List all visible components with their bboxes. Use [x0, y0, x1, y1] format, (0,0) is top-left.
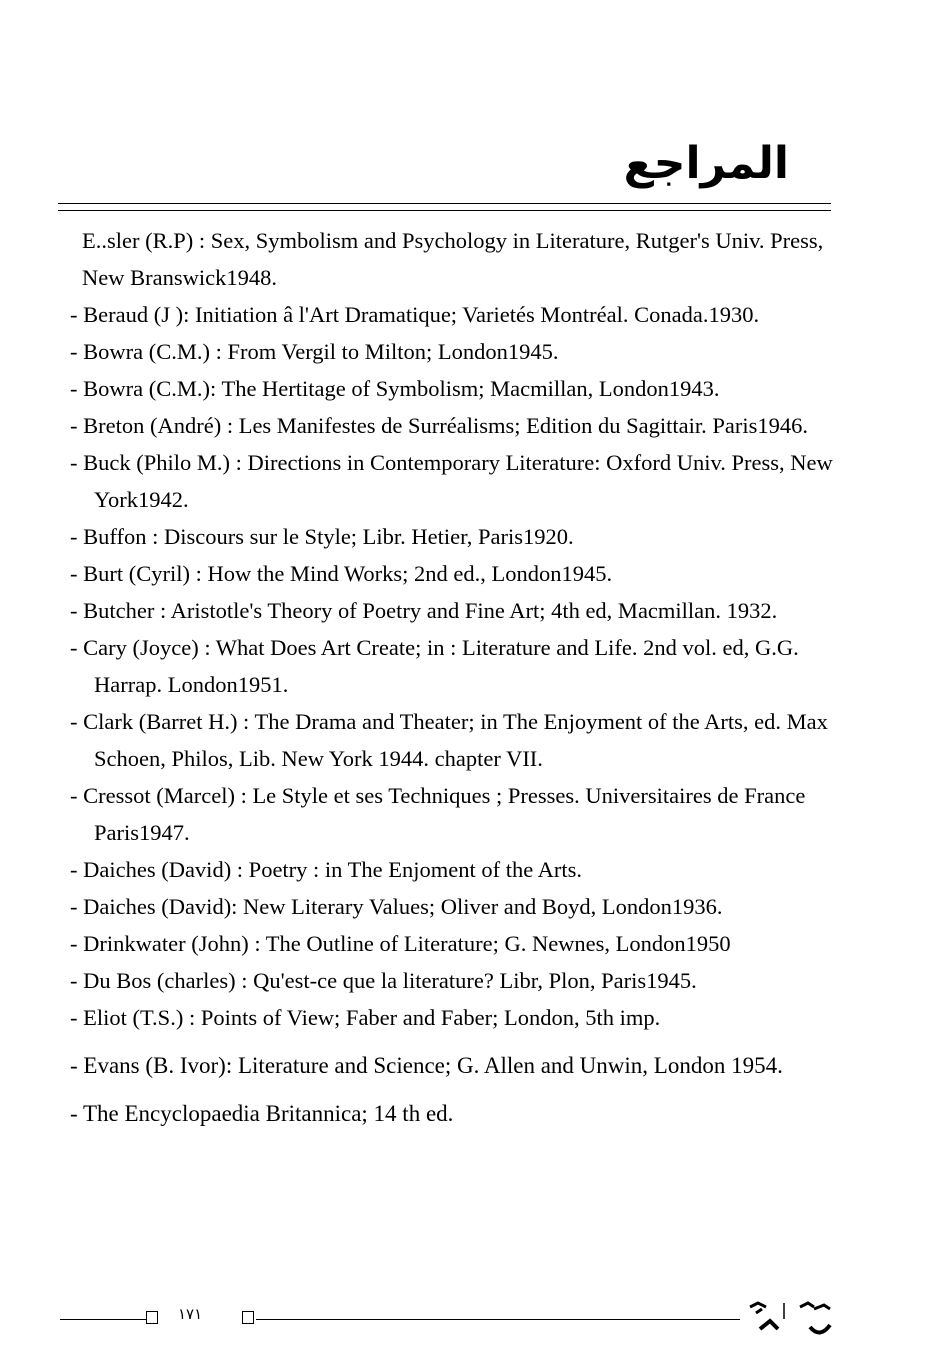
reference-item: E..sler (R.P) : Sex, Symbolism and Psychology in Literature, Rutger's Univ. Press, New Branswick1948. — [82, 228, 824, 290]
reference-item: - Du Bos (charles) : Qu'est-ce que la literature? Libr, Plon, Paris1945. — [70, 968, 697, 993]
reference-item: - Breton (André) : Les Manifestes de Surréalisms; Edition du Sagittair. Paris1946. — [70, 413, 808, 438]
page-footer — [60, 1303, 835, 1343]
footer-rule-left — [60, 1319, 146, 1320]
reference-item: - Cressot (Marcel) : Le Style et ses Techniques ; Presses. Universitaires de France Paris1947. — [70, 783, 806, 845]
reference-item: - Butcher : Aristotle's Theory of Poetry and Fine Art; 4th ed, Macmillan. 1932. — [70, 598, 778, 623]
reference-item: - Daiches (David): New Literary Values; Oliver and Boyd, London1936. — [70, 894, 723, 919]
reference-item: - Burt (Cyril) : How the Mind Works; 2nd ed., London1945. — [70, 561, 613, 586]
footer-square-icon — [242, 1311, 254, 1324]
reference-item: - Bowra (C.M.): The Hertitage of Symbolism; Macmillan, London1943. — [70, 376, 720, 401]
page-heading: المراجع — [623, 138, 789, 189]
reference-item: - Bowra (C.M.) : From Vergil to Milton; London1945. — [70, 339, 559, 364]
reference-item: - Buck (Philo M.) : Directions in Contemporary Literature: Oxford Univ. Press, New York1942. — [70, 450, 833, 512]
reference-item: - The Encyclopaedia Britannica; 14 th ed. — [70, 1101, 454, 1126]
footer-rule-right — [256, 1319, 740, 1320]
book-logo-icon — [748, 1297, 838, 1343]
reference-item: - Buffon : Discours sur le Style; Libr. Hetier, Paris1920. — [70, 524, 574, 549]
reference-item: - Eliot (T.S.) : Points of View; Faber and Faber; London, 5th imp. — [70, 1005, 661, 1030]
reference-item: - Drinkwater (John) : The Outline of Literature; G. Newnes, London1950 — [70, 931, 731, 956]
reference-item: - Evans (B. Ivor): Literature and Science; G. Allen and Unwin, London 1954. — [70, 1053, 783, 1078]
heading-rule-top — [58, 203, 831, 204]
heading-rule-bottom — [58, 210, 831, 211]
reference-list — [70, 222, 840, 1132]
reference-item: - Clark (Barret H.) : The Drama and Theater; in The Enjoyment of the Arts, ed. Max Schoen, Philos, Lib. New York 1944. chapter VII. — [70, 709, 828, 771]
reference-item: - Beraud (J ): Initiation â l'Art Dramatique; Varietés Montréal. Conada.1930. — [70, 302, 760, 327]
reference-item: - Daiches (David) : Poetry : in The Enjoment of the Arts. — [70, 857, 582, 882]
page-number: ١٧١ — [178, 1305, 203, 1323]
footer-square-icon — [146, 1311, 158, 1324]
reference-item: - Cary (Joyce) : What Does Art Create; in : Literature and Life. 2nd vol. ed, G.G. Harrap. London1951. — [70, 635, 799, 697]
